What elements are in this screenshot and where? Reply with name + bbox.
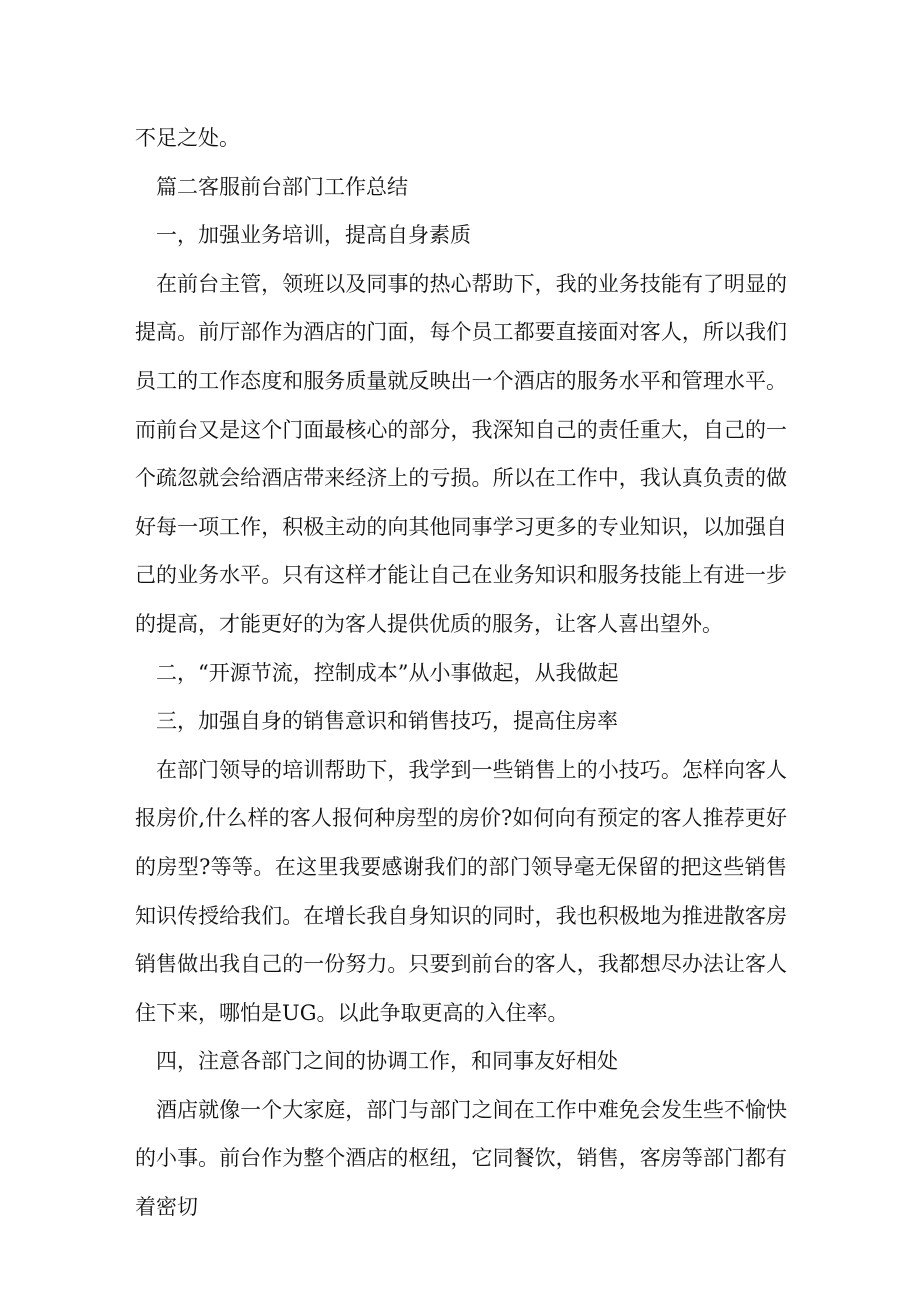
heading-training: 一，加强业务培训，提高自身素质 [156,223,471,248]
document-body [135,114,787,1232]
paragraph-continuation: 不足之处。 [135,126,240,150]
paragraph-training: 在前台主管，领班以及同事的热心帮助下，我的业务技能有了明显的提高。前厅部作为酒店的门面，每个员工都要直接面对客人，所以我们员工的工作态度和服务质量就反映出一个酒店的服务水平和管理水平。而前台又是这个门面最核心的部分，我深知自己的责任重大，自己的一个疏忽就会给酒店带来经济上的亏损。所以在工作中，我认真负责的做好每一项工作，积极主动的向其他同事学习更多的专业知识，以加强自己的业务水平。只有这样才能让自己在业务知识和服务技能上有进一步的提高，才能更好的为客人提供优质的服务，让客人喜出望外。 [135,271,787,636]
heading-sales: 三，加强自身的销售意识和销售技巧，提高住房率 [156,709,618,734]
section-title: 篇二客服前台部门工作总结 [156,174,408,199]
paragraph-sales: 在部门领导的培训帮助下，我学到一些销售上的小技巧。怎样向客人报房价,什么样的客人报何种房型的房价?如何向有预定的客人推荐更好的房型?等等。在这里我要感谢我们的部门领导毫无保留的把这些销售知识传授给我们。在增长我自身知识的同时，我也积极地为推进散客房销售做出我自己的一份努力。只要到前台的客人，我都想尽办法让客人住下来，哪怕是UG。以此争取更高的入住率。 [135,757,787,1025]
paragraph-coordination: 酒店就像一个大家庭，部门与部门之间在工作中难免会发生些不愉快的小事。前台作为整个酒店的枢纽，它同餐饮，销售，客房等部门都有着密切 [135,1097,787,1220]
heading-cost-control: 二，“开源节流，控制成本”从小事做起，从我做起 [156,660,619,685]
heading-coordination: 四，注意各部门之间的协调工作，和同事友好相处 [156,1049,618,1074]
